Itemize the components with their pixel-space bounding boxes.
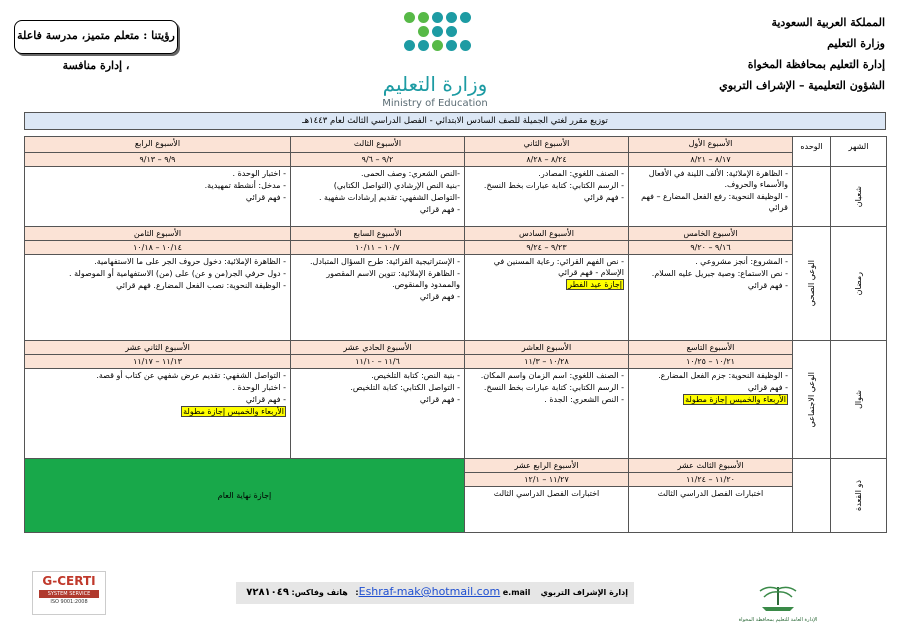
month-cell — [831, 341, 887, 459]
week-name: الأسبوع الثاني — [465, 137, 629, 153]
lesson-item: - الظاهرة الإملائية: دخول حروف الجر على ما الاستفهامية. — [94, 257, 286, 266]
week-content — [465, 255, 629, 341]
week-name: الأسبوع الحادي عشر — [291, 341, 465, 355]
year-end-vacation: إجازة نهاية العام — [25, 459, 465, 533]
lesson-item: - التواصل الشفهي: تقديم عرض شفهي عن كتاب أو قصة. — [96, 371, 286, 380]
emblem-caption: الإدارة العامة للتعليم بمحافظة المخواة — [738, 617, 818, 623]
directorate-emblem — [738, 583, 818, 623]
month-label: شعبان — [854, 185, 863, 208]
holiday-highlight: إجازة عيد الفطر — [568, 280, 622, 289]
week-content — [291, 167, 465, 227]
lesson-item: -بنية النص الإرشادي (التواصل الكتابي) — [333, 181, 460, 190]
week-content — [465, 369, 629, 459]
lesson-item: - المشروع: أنجز مشروعي . — [695, 257, 788, 266]
lesson-item: - الظاهرة الإملائية: تنوين الاسم المقصور والممدود والمنقوص. — [326, 269, 460, 289]
kingdom-header — [655, 12, 885, 96]
vision-motto-box: رؤيتنا : متعلم متميز، مدرسة فاعلة ، إدارة منافسة — [14, 20, 178, 54]
lesson-item: - الصنف اللغوي: اسم الزمان واسم المكان. — [480, 371, 624, 380]
lesson-item: - اختبار الوحدة . — [232, 383, 286, 392]
week-name: الأسبوع الخامس — [629, 227, 793, 241]
lesson-item: -النص الشعري: وصف الحمى. — [360, 169, 460, 178]
week-content — [291, 255, 465, 341]
week-dates: ١٠/٢٨ – ١١/٣ — [465, 355, 629, 369]
lesson-item: - الصنف اللغوي: المصادر. — [538, 169, 624, 178]
lesson-item: - الرسم الكتابي: كتابة عبارات بخط النسخ. — [483, 383, 624, 392]
lesson-item: - الوظيفة النحوية: جزم الفعل المضارع. — [658, 371, 788, 380]
email-label: e.mail: — [355, 588, 531, 597]
month-label: رمضان — [854, 271, 863, 296]
gcert-subtitle: SYSTEM SERVICE — [39, 590, 99, 598]
exam-item: اختبارات الفصل الدراسي الثالث — [493, 489, 600, 498]
unit-cell — [793, 459, 831, 533]
week-content — [291, 369, 465, 459]
week-dates: ١١/٦ – ١١/١٠ — [291, 355, 465, 369]
lesson-item: - الرسم الكتابي: كتابة عبارات بخط النسخ. — [483, 181, 624, 190]
kingdom-line-2: وزارة التعليم — [827, 37, 885, 50]
week-name: الأسبوع الثامن — [25, 227, 291, 241]
week-dates: ٨/١٧ – ٨/٢١ — [629, 153, 793, 167]
lesson-item: - دول حرفي الجر(من و عن) على (من) الاستفهامية أو الموصولة . — [69, 269, 286, 278]
week-content — [629, 487, 793, 533]
lesson-item: - فهم قرائي — [583, 193, 624, 202]
logo-arabic-text: وزارة التعليم — [382, 72, 488, 96]
lesson-item: - التواصل الكتابي: كتابة التلخيص. — [350, 383, 460, 392]
kingdom-line-3: إدارة التعليم بمحافظة المخواة — [747, 58, 885, 71]
week-name: الأسبوع الرابع — [25, 137, 291, 153]
lesson-item: - فهم قرائي — [419, 205, 460, 214]
week-dates: ٩/٩ – ٩/١٣ — [25, 153, 291, 167]
palm-emblem-icon — [748, 583, 808, 613]
logo-english-text: Ministry of Education — [382, 98, 488, 109]
phone-label: هاتف وفاكس: — [291, 588, 348, 597]
lesson-item: - فهم قرائي — [747, 281, 788, 290]
week-dates: ٨/٢٤ – ٨/٢٨ — [465, 153, 629, 167]
footer-dept: إدارة الإشراف التربوي — [540, 588, 628, 597]
lesson-item: - فهم قرائي — [747, 383, 788, 392]
week-name: الأسبوع الثالث — [291, 137, 465, 153]
contact-footer — [236, 582, 634, 604]
week-dates: ٩/٢ – ٩/٦ — [291, 153, 465, 167]
week-name: الأسبوع الثالث عشر — [629, 459, 793, 473]
week-content — [465, 167, 629, 227]
week-name: الأسبوع العاشر — [465, 341, 629, 355]
week-name: الأسبوع السادس — [465, 227, 629, 241]
week-content — [465, 487, 629, 533]
week-name: الأسبوع السابع — [291, 227, 465, 241]
ministry-logo — [360, 6, 510, 110]
week-name: الأسبوع التاسع — [629, 341, 793, 355]
week-content — [629, 255, 793, 341]
header-month: الشهر — [831, 137, 887, 167]
phone-number: ٧٢٨١٠٤٩ — [246, 587, 289, 598]
lesson-item: - فهم قرائي — [245, 395, 286, 404]
lesson-item: - فهم قرائي — [419, 395, 460, 404]
unit-cell — [793, 167, 831, 227]
month-cell — [831, 167, 887, 227]
gcert-logo — [32, 571, 106, 615]
holiday-highlight: الأربعاء والخميس إجازة مطولة — [685, 395, 786, 404]
week-name: الأسبوع الثاني عشر — [25, 341, 291, 355]
gcert-iso: ISO 9001:2008 — [50, 599, 88, 605]
month-label: ذو القعدة — [854, 480, 863, 511]
lesson-item: - نص الفهم القرائي: رعاية المسنين في الإسلام - فهم قرائي — [493, 257, 624, 277]
lesson-item: - نص الاستماع: وصية جبريل عليه السلام. — [651, 269, 788, 278]
lesson-item: - الإستراتيجية القرائية: طرح السؤال المتبادل. — [310, 257, 460, 266]
lesson-item: - مدخل: أنشطة تمهيدية. — [204, 181, 286, 190]
month-label: شوال — [854, 390, 863, 409]
week-name: الأسبوع الرابع عشر — [465, 459, 629, 473]
lesson-item: - الظاهرة الإملائية: الألف اللينة في الأفعال والأسماء والحروف. — [648, 169, 788, 189]
lesson-item: - فهم قرائي — [245, 193, 286, 202]
unit-cell — [793, 227, 831, 341]
lesson-item: - بنية النص: كتابة التلخيص. — [371, 371, 460, 380]
week-content — [629, 369, 793, 459]
month-cell — [831, 459, 887, 533]
month-cell — [831, 227, 887, 341]
week-content — [25, 369, 291, 459]
week-dates: ١١/٢٧ – ١٢/١ — [465, 473, 629, 487]
week-dates: ١٠/٢١ – ١٠/٢٥ — [629, 355, 793, 369]
lesson-item: - النص الشعري: الجدة . — [544, 395, 624, 404]
lesson-item: - اختبار الوحدة . — [232, 169, 286, 178]
unit-label: الوعي الاجتماعي — [807, 371, 816, 428]
lesson-item: -التواصل الشفهي: تقديم إرشادات شفهية . — [318, 193, 460, 202]
week-dates: ١٠/٧ – ١٠/١١ — [291, 241, 465, 255]
gcert-title: G-CERTI — [42, 574, 96, 588]
kingdom-line-4: الشؤون التعليمية – الإشراف التربوي — [719, 79, 885, 92]
curriculum-table — [24, 136, 887, 533]
lesson-item: - فهم قرائي — [419, 292, 460, 301]
exam-item: اختبارات الفصل الدراسي الثالث — [657, 489, 764, 498]
page-title: توزيع مقرر لغتي الجميلة للصف السادس الابتدائي - الفصل الدراسي الثالث لعام ١٤٤٣هـ — [24, 112, 886, 130]
kingdom-line-1: المملكة العربية السعودية — [771, 16, 885, 29]
week-dates: ١١/١٣ – ١١/١٧ — [25, 355, 291, 369]
unit-cell — [793, 341, 831, 459]
week-dates: ٩/٢٣ – ٩/٢٤ — [465, 241, 629, 255]
holiday-highlight: الأربعاء والخميس إجازة مطولة — [183, 407, 284, 416]
unit-label: الوعي الصحي — [807, 260, 816, 307]
week-name: الأسبوع الأول — [629, 137, 793, 153]
header-unit: الوحده — [793, 137, 831, 167]
week-dates: ٩/١٦ – ٩/٢٠ — [629, 241, 793, 255]
week-content — [629, 167, 793, 227]
lesson-item: - الوظيفة النحوية: رفع الفعل المضارع – فهم قرائي — [641, 192, 788, 212]
week-content — [25, 255, 291, 341]
week-dates: ١٠/١٤ – ١٠/١٨ — [25, 241, 291, 255]
week-dates: ١١/٢٠ – ١١/٢٤ — [629, 473, 793, 487]
week-content — [25, 167, 291, 227]
lesson-item: - الوظيفة النحوية: نصب الفعل المضارع. فهم قرائي — [116, 281, 286, 290]
email-link[interactable]: Eshraf-mak@hotmail.com — [358, 585, 501, 598]
